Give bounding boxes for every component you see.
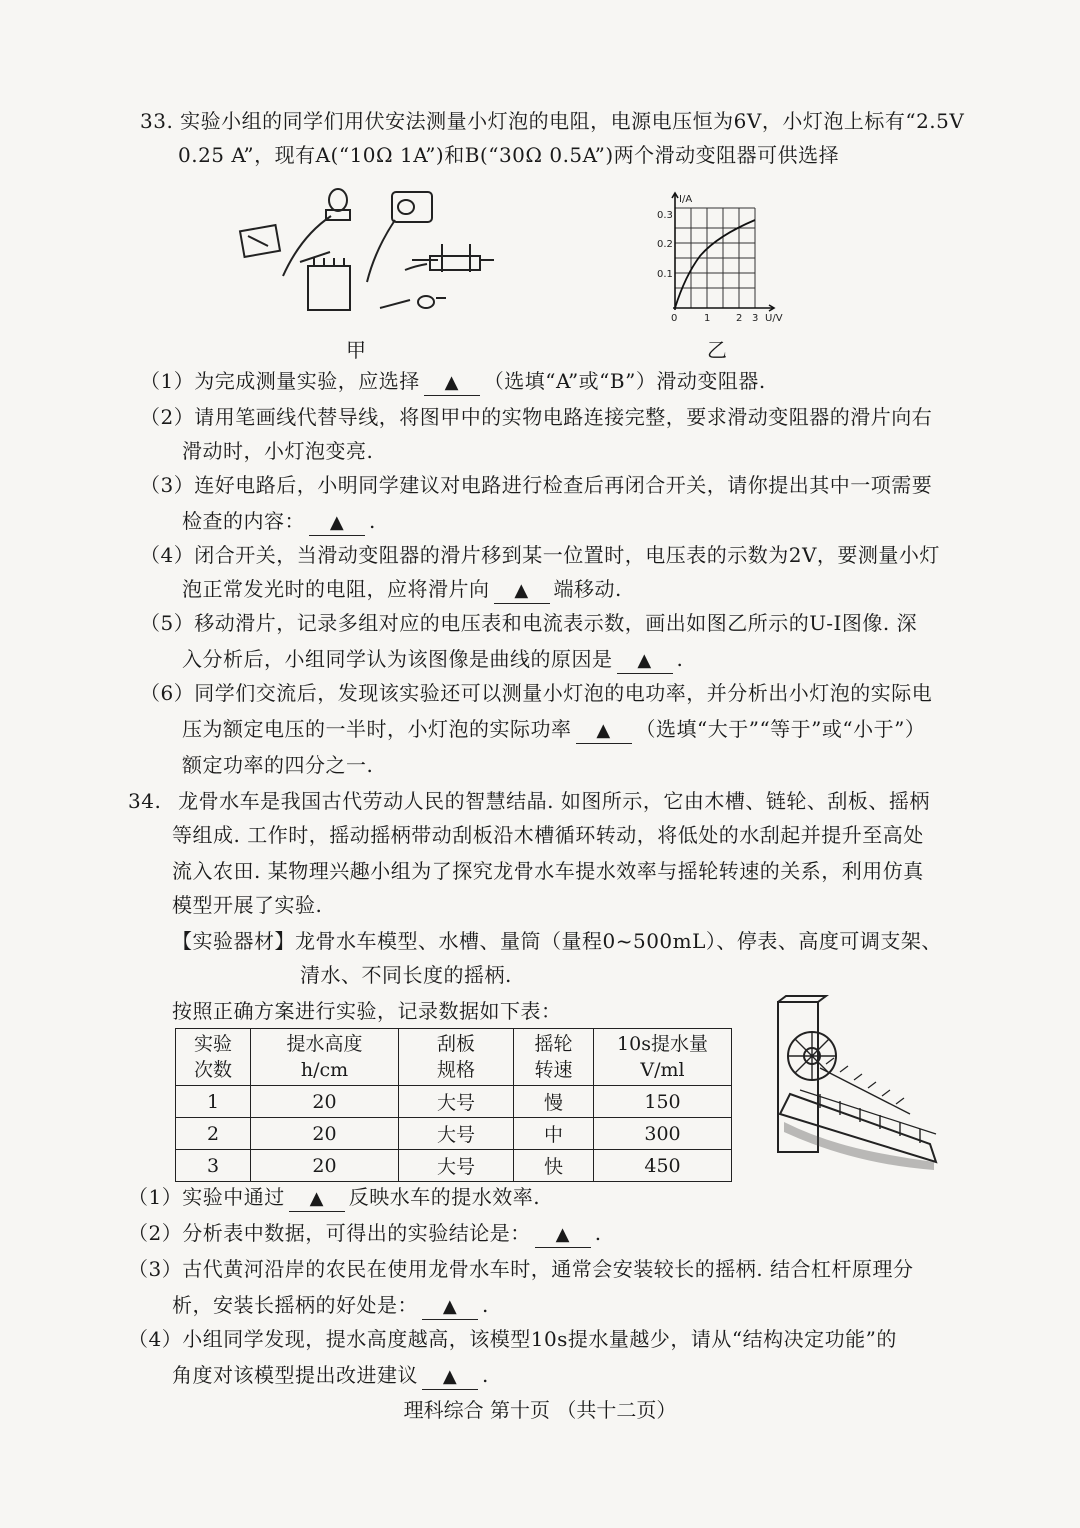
q34-p4-text: 角度对该模型提出改进建议 xyxy=(172,1363,418,1387)
header-line: 提水高度 xyxy=(286,1033,363,1055)
q34-stem-text-1: 龙骨水车是我国古代劳动人民的智慧结晶. 如图所示，它由木槽、链轮、刮板、摇柄 xyxy=(178,789,930,813)
q34-p2-text-end: . xyxy=(594,1221,602,1245)
table-header xyxy=(594,1029,732,1086)
q33-p1-text-end: （选填“A”或“B”）滑动变阻器. xyxy=(483,369,766,393)
table-cell: 大号 xyxy=(399,1150,514,1182)
header-line: 规格 xyxy=(436,1059,475,1081)
table-row xyxy=(176,1086,732,1118)
page-footer: 理科综合 第十页 （共十二页） xyxy=(403,1398,677,1422)
q34-p2-text: （2）分析表中数据，可得出的实验结论是： xyxy=(128,1221,531,1245)
q33-p5-text-end: . xyxy=(676,647,684,671)
q34-stem-line-4: 模型开展了实验. xyxy=(172,893,323,917)
answer-blank[interactable]: ▲ xyxy=(422,1365,478,1390)
x-tick-label: 1 xyxy=(704,313,711,324)
q33-part-6-line-1: （6）同学们交流后，发现该实验还可以测量小灯泡的电功率，并分析出小灯泡的实际电 xyxy=(140,681,933,705)
q34-part-4-line-2 xyxy=(172,1360,489,1390)
answer-blank[interactable]: ▲ xyxy=(535,1223,591,1248)
q33-p6-text: 压为额定电压的一半时，小灯泡的实际功率 xyxy=(182,717,572,741)
table-header xyxy=(399,1029,514,1086)
y-axis-label: I/A xyxy=(679,194,693,205)
q33-p4-text-end: 端移动. xyxy=(553,577,622,601)
table-row xyxy=(176,1118,732,1150)
q33-stem-line-2: 0.25 A”，现有A(“10Ω 1A”)和B(“30Ω 0.5A”)两个滑动变阻器可供选择 xyxy=(178,143,840,167)
header-line: 转速 xyxy=(534,1059,573,1081)
header-line: V/ml xyxy=(640,1059,685,1081)
q34-part-1 xyxy=(128,1182,540,1212)
q34-materials-line-1: 【实验器材】龙骨水车模型、水槽、量筒（量程0~500mL）、停表、高度可调支架、 xyxy=(172,929,942,953)
q34-stem-line-2: 等组成. 工作时，摇动摇柄带动刮板沿木槽循环转动，将低处的水刮起并提升至高处 xyxy=(172,823,924,847)
table-cell: 150 xyxy=(594,1086,732,1118)
table-row xyxy=(176,1150,732,1182)
table-header-row xyxy=(176,1029,732,1086)
battery-icon xyxy=(308,266,350,310)
y-tick-label: 0.1 xyxy=(657,269,673,280)
q33-part-5-line-2 xyxy=(182,644,683,674)
table-cell: 20 xyxy=(251,1118,399,1150)
q34-part-3-line-2 xyxy=(172,1290,489,1320)
table-cell: 1 xyxy=(176,1086,251,1118)
x-axis-label: U/V xyxy=(765,313,783,324)
q33-part-2-line-1: （2）请用笔画线代替导线，将图甲中的实物电路连接完整，要求滑动变阻器的滑片向右 xyxy=(140,405,933,429)
q34-number: 34. xyxy=(128,789,162,813)
answer-blank[interactable]: ▲ xyxy=(422,1295,478,1320)
table-cell: 慢 xyxy=(514,1086,594,1118)
q33-part-6-line-2 xyxy=(182,714,925,744)
q33-stem-line-1 xyxy=(140,106,964,136)
table-header xyxy=(514,1029,594,1086)
figure-jia-label: 甲 xyxy=(346,338,366,362)
table-cell: 20 xyxy=(251,1150,399,1182)
x-tick-label: 3 xyxy=(752,313,759,324)
q34-stem-line-3: 流入农田. 某物理兴趣小组为了探究龙骨水车提水效率与摇轮转速的关系，利用仿真 xyxy=(172,859,924,883)
q34-materials-line-2: 清水、不同长度的摇柄. xyxy=(300,963,512,987)
water-shadow xyxy=(784,1122,934,1170)
q34-stem-line-1 xyxy=(128,786,930,816)
table-cell: 2 xyxy=(176,1118,251,1150)
ui-curve xyxy=(675,220,755,308)
answer-blank[interactable]: ▲ xyxy=(424,371,480,396)
header-line: 摇轮 xyxy=(534,1033,573,1055)
q34-part-2 xyxy=(128,1218,602,1248)
circuit-figure xyxy=(230,180,510,330)
x-tick-label: 2 xyxy=(736,313,743,324)
answer-blank[interactable]: ▲ xyxy=(617,649,673,674)
table-header xyxy=(251,1029,399,1086)
y-tick-label: 0.2 xyxy=(657,239,673,250)
q33-part-3-line-1: （3）连好电路后，小明同学建议对电路进行检查后再闭合开关，请你提出其中一项需要 xyxy=(140,473,933,497)
water-wheel-figure xyxy=(760,994,950,1174)
table-cell: 3 xyxy=(176,1150,251,1182)
q33-p5-text: 入分析后，小组同学认为该图像是曲线的原因是 xyxy=(182,647,613,671)
y-tick-label: 0.3 xyxy=(657,210,673,221)
table-cell: 中 xyxy=(514,1118,594,1150)
q33-p6-text-end: （选填“大于”“等于”或“小于”） xyxy=(635,717,926,741)
table-header xyxy=(176,1029,251,1086)
q33-p3-text: 检查的内容： xyxy=(182,509,305,533)
answer-blank[interactable]: ▲ xyxy=(576,719,632,744)
table-cell: 大号 xyxy=(399,1118,514,1150)
rheostat-icon xyxy=(430,256,480,270)
table-cell: 20 xyxy=(251,1086,399,1118)
answer-blank[interactable]: ▲ xyxy=(494,579,550,604)
x-tick-label: 0 xyxy=(671,313,678,324)
table-cell: 450 xyxy=(594,1150,732,1182)
q34-p1-text-end: 反映水车的提水效率. xyxy=(348,1185,541,1209)
q33-p1-text: （1）为完成测量实验，应选择 xyxy=(140,369,420,393)
bulb-icon xyxy=(329,189,347,211)
header-line: 刮板 xyxy=(436,1033,475,1055)
q33-p3-text-end: . xyxy=(369,509,376,533)
q33-part-3-line-2 xyxy=(182,506,376,536)
q33-part-4-line-1: （4）闭合开关，当滑动变阻器的滑片移到某一位置时，电压表的示数为2V，要测量小灯 xyxy=(140,543,940,567)
q33-part-6-line-3: 额定功率的四分之一. xyxy=(182,753,374,777)
header-line: h/cm xyxy=(300,1059,349,1081)
q34-p4-text-end: . xyxy=(482,1363,489,1387)
data-table xyxy=(175,1028,732,1182)
q34-p1-text: （1）实验中通过 xyxy=(128,1185,285,1209)
q33-part-2-line-2: 滑动时，小灯泡变亮. xyxy=(182,439,374,463)
q34-table-intro: 按照正确方案进行实验，记录数据如下表： xyxy=(172,999,562,1023)
q34-p3-text: 析，安装长摇柄的好处是： xyxy=(172,1293,418,1317)
header-line: 10s提水量 xyxy=(617,1033,708,1055)
q33-part-1 xyxy=(140,366,766,396)
q34-p3-text-end: . xyxy=(482,1293,489,1317)
ammeter-icon xyxy=(418,296,434,308)
table-cell: 快 xyxy=(514,1150,594,1182)
header-line: 实验 xyxy=(193,1033,232,1055)
answer-blank[interactable]: ▲ xyxy=(289,1187,345,1212)
answer-blank[interactable]: ▲ xyxy=(309,511,365,536)
q33-stem-text-1: 实验小组的同学们用伏安法测量小灯泡的电阻，电源电压恒为6V，小灯泡上标有“2.5V xyxy=(180,109,965,133)
ui-graph xyxy=(645,188,795,328)
table-cell: 300 xyxy=(594,1118,732,1150)
header-line: 次数 xyxy=(193,1059,232,1081)
q33-part-5-line-1: （5）移动滑片，记录多组对应的电压表和电流表示数，画出如图乙所示的U-I图像. 深 xyxy=(140,611,918,635)
table-cell: 大号 xyxy=(399,1086,514,1118)
q34-part-4-line-1: （4）小组同学发现，提水高度越高，该模型10s提水量越少，请从“结构决定功能”的 xyxy=(128,1327,897,1351)
q33-number: 33. xyxy=(140,109,174,133)
q33-part-4-line-2 xyxy=(182,574,622,604)
q33-p4-text: 泡正常发光时的电阻，应将滑片向 xyxy=(182,577,490,601)
figure-yi-label: 乙 xyxy=(707,338,727,362)
q34-part-3-line-1: （3）古代黄河沿岸的农民在使用龙骨水车时，通常会安装较长的摇柄. 结合杠杆原理分 xyxy=(128,1257,914,1281)
